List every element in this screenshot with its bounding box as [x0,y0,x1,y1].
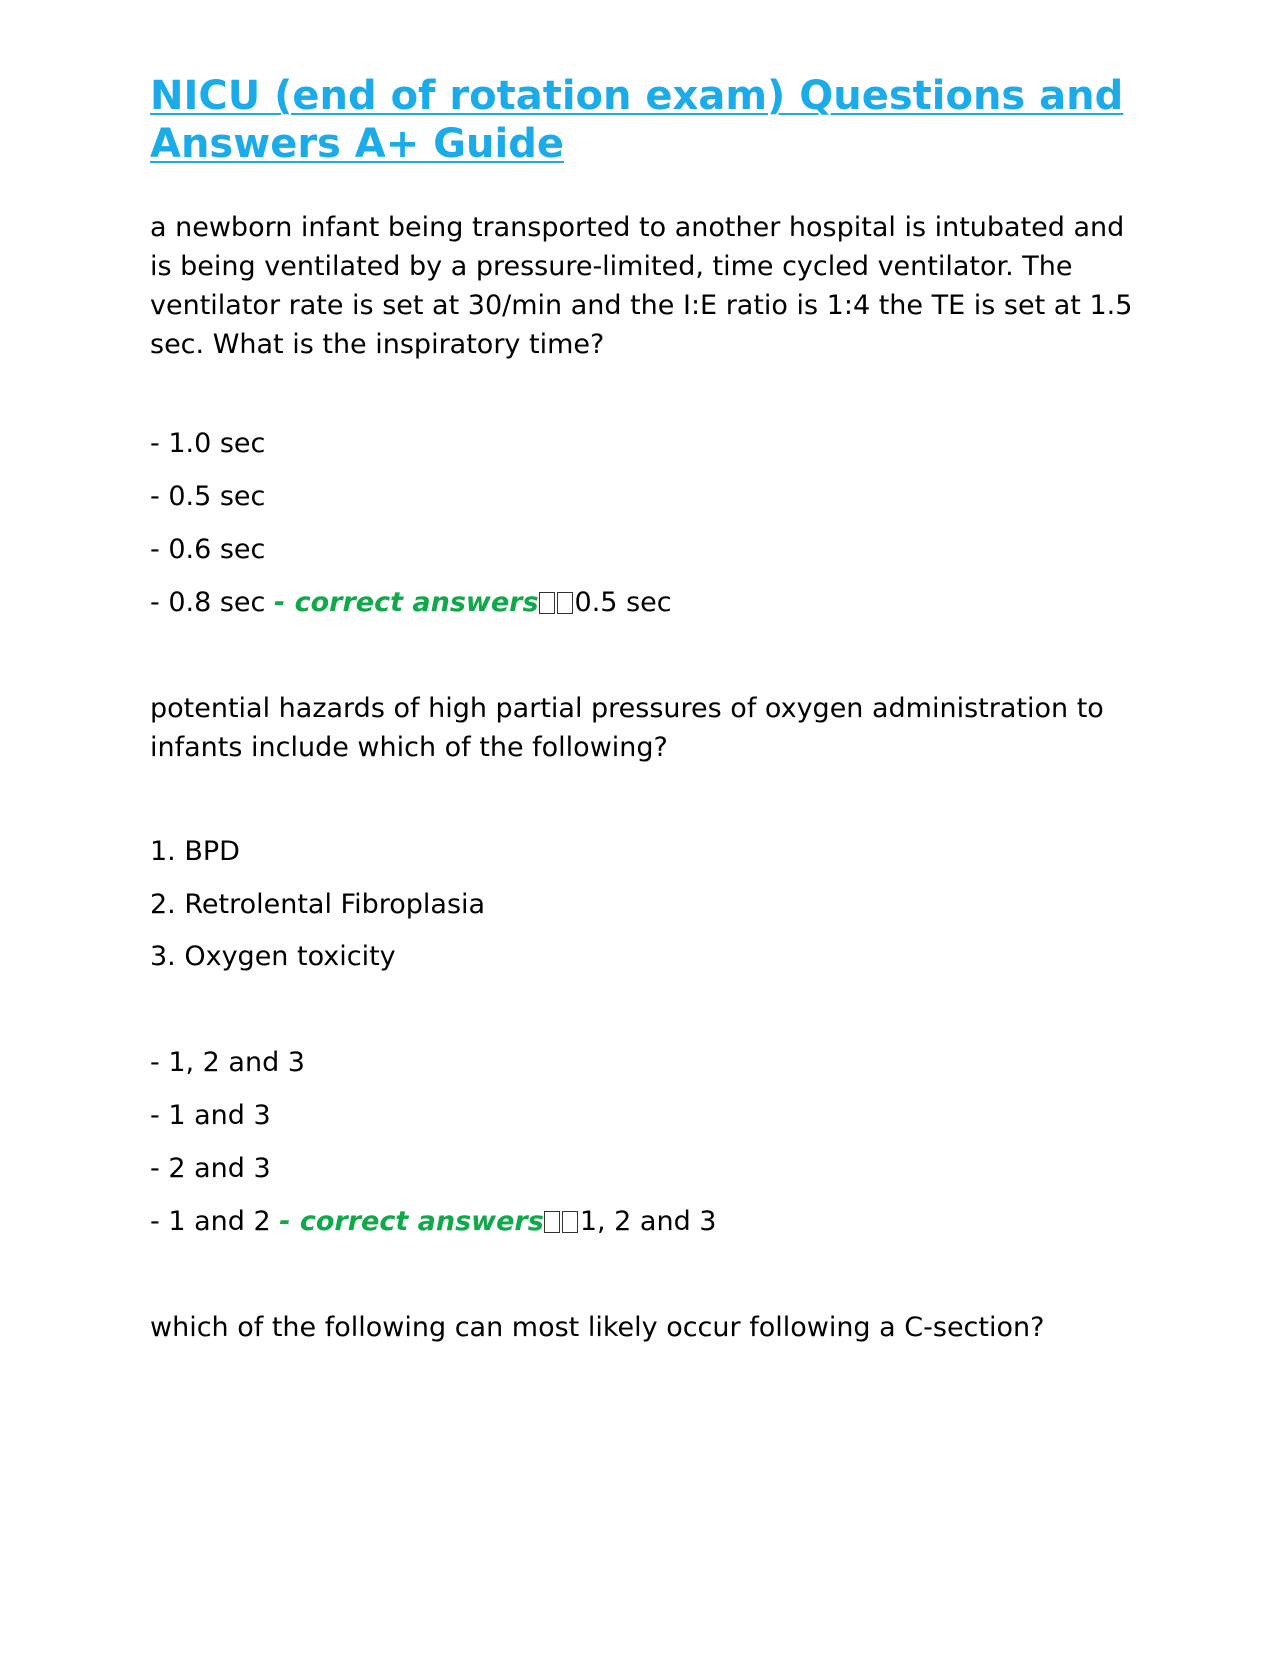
q1-answer-value: 0.5 sec [574,587,672,618]
q1-option-4-with-answer [150,583,1140,622]
missing-glyph-icon [562,1211,578,1233]
q2-answer-value: 1, 2 and 3 [579,1206,717,1237]
q1-option-2: - 0.5 sec [150,481,266,512]
q1-option-1: - 1.0 sec [150,428,266,459]
q2-option-4-with-answer [150,1202,1140,1241]
missing-glyph-icon [557,592,573,614]
q2-answer-label: - correct answers [279,1206,544,1237]
q2-option-4: - 1 and 2 [150,1206,271,1237]
title-link[interactable]: NICU (end of rotation exam) Questions and Answers A+ Guide [150,73,1124,167]
q1-answer-label: - correct answers [273,587,539,618]
q2-item-1: 1. BPD [150,836,240,867]
q2-option-1: - 1, 2 and 3 [150,1047,305,1078]
missing-glyph-icon [539,592,555,614]
q3-question: which of the following can most likely occur following a C-section? [150,1312,1045,1343]
q1-option-4: - 0.8 sec [150,587,266,618]
q2-item-2: 2. Retrolental Fibroplasia [150,889,486,920]
q2-question: potential hazards of high partial pressures of oxygen administration to infants include which of the following? [150,693,1104,763]
q1-question: a newborn infant being transported to another hospital is intubated and is being ventilated by a pressure-limited, time cycled ventilator. The ventilator rate is set at 30/min and the I:E ratio is 1:4 the TE is set at 1.5 sec. What is the inspiratory time? [150,212,1133,360]
q1-option-3: - 0.6 sec [150,534,266,565]
document-title [150,72,1140,168]
q2-option-3: - 2 and 3 [150,1153,271,1184]
q2-option-2: - 1 and 3 [150,1100,271,1131]
missing-glyph-icon [544,1211,560,1233]
q2-item-3: 3. Oxygen toxicity [150,941,396,972]
